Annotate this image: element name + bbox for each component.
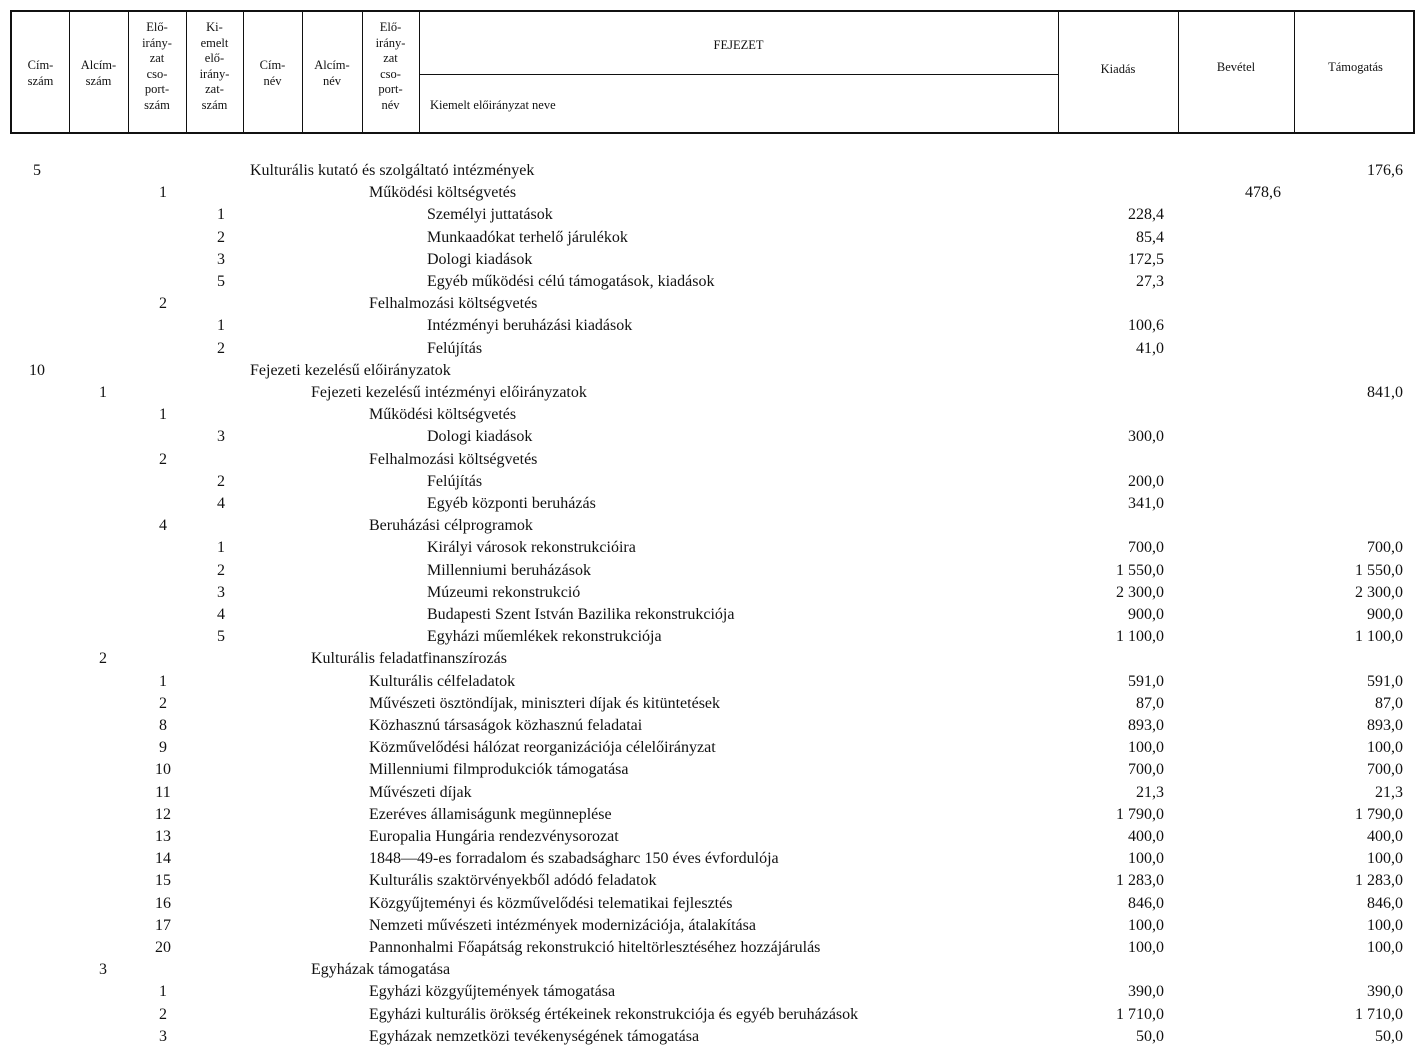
kiadas-value: 1 710,0 bbox=[1116, 1005, 1164, 1023]
row-name: Kulturális kutató és szolgáltató intézmények bbox=[250, 162, 535, 179]
table-row bbox=[0, 227, 1420, 249]
row-name: Nemzeti művészeti intézmények modernizációja, átalakítása bbox=[369, 916, 756, 934]
row-code: 3 bbox=[217, 250, 225, 268]
row-name: Pannonhalmi Főapátság rekonstrukció hiteltörlesztéséhez hozzájárulás bbox=[369, 939, 821, 956]
bevetel-value: 478,6 bbox=[1245, 184, 1281, 202]
row-code: 16 bbox=[155, 894, 171, 912]
kiadas-value: 100,6 bbox=[1128, 317, 1164, 335]
table-row bbox=[0, 204, 1420, 226]
table-row bbox=[0, 693, 1420, 715]
row-code: 12 bbox=[155, 805, 171, 823]
table-row bbox=[0, 360, 1420, 382]
header-eloiranyzat-csoport-nev: Elő- irány- zat cso- port- név bbox=[375, 20, 406, 112]
row-code: 1 bbox=[159, 184, 167, 202]
row-code: 1 bbox=[159, 983, 167, 1001]
kiadas-value: 300,0 bbox=[1128, 428, 1164, 446]
row-name: Egyéb központi beruházás bbox=[427, 495, 596, 512]
tamogatas-value: 100,0 bbox=[1367, 916, 1403, 934]
kiadas-value: 50,0 bbox=[1136, 1027, 1164, 1045]
table-row bbox=[0, 981, 1420, 1003]
row-code: 1 bbox=[159, 406, 167, 424]
table-row bbox=[0, 893, 1420, 915]
kiadas-value: 27,3 bbox=[1136, 273, 1164, 290]
kiadas-value: 200,0 bbox=[1128, 472, 1164, 490]
row-name: Felújítás bbox=[427, 339, 483, 357]
row-name: Egyházak nemzetközi tevékenységének támogatása bbox=[369, 1027, 700, 1045]
kiadas-value: 1 790,0 bbox=[1116, 805, 1164, 823]
row-name: Fejezeti kezelésű intézményi előirányzatok bbox=[311, 384, 587, 401]
row-name: Működési költségvetés bbox=[369, 406, 517, 424]
table-row bbox=[0, 715, 1420, 737]
row-name: Királyi városok rekonstrukcióira bbox=[427, 539, 636, 557]
row-name: Fejezeti kezelésű előirányzatok bbox=[250, 361, 451, 379]
tamogatas-value: 390,0 bbox=[1367, 983, 1403, 1001]
kiadas-value: 591,0 bbox=[1128, 672, 1164, 690]
row-name: Millenniumi beruházások bbox=[427, 561, 591, 579]
kiadas-value: 85,4 bbox=[1136, 228, 1164, 246]
row-name: Művészeti díjak bbox=[369, 783, 472, 801]
tamogatas-value: 1 550,0 bbox=[1355, 561, 1403, 579]
row-code: 1 bbox=[99, 384, 107, 401]
tamogatas-value: 50,0 bbox=[1375, 1027, 1403, 1045]
row-name: Művészeti ösztöndíjak, miniszteri díjak és kitüntetések bbox=[369, 694, 721, 712]
row-name: Ezeréves államiságunk megünneplése bbox=[369, 805, 612, 823]
kiadas-value: 100,0 bbox=[1128, 916, 1164, 934]
row-code: 5 bbox=[217, 273, 225, 290]
header-eloiranyzat-csoport-szam: Elő- irány- zat cso- port- szám bbox=[142, 20, 172, 112]
row-code: 2 bbox=[159, 694, 167, 712]
row-code: 20 bbox=[155, 939, 171, 956]
kiadas-value: 100,0 bbox=[1128, 939, 1164, 956]
tamogatas-value: 1 790,0 bbox=[1355, 805, 1403, 823]
row-code: 1 bbox=[217, 539, 225, 557]
kiadas-value: 228,4 bbox=[1128, 206, 1164, 224]
row-name: Egyházi műemlékek rekonstrukciója bbox=[427, 628, 662, 646]
row-code: 4 bbox=[217, 495, 225, 512]
header-cim-szam: Cím- szám bbox=[27, 58, 54, 88]
row-name: Beruházási célprogramok bbox=[369, 517, 533, 535]
table-header bbox=[10, 10, 1415, 134]
row-code: 2 bbox=[217, 339, 225, 357]
row-code: 15 bbox=[155, 872, 171, 890]
row-code: 3 bbox=[217, 428, 225, 446]
table-row bbox=[0, 826, 1420, 848]
row-name: Felhalmozási költségvetés bbox=[369, 450, 538, 468]
tamogatas-value: 100,0 bbox=[1367, 939, 1403, 956]
row-code: 3 bbox=[99, 961, 107, 979]
tamogatas-value: 893,0 bbox=[1367, 717, 1403, 734]
row-name: Közművelődési hálózat reorganizációja célelőirányzat bbox=[369, 739, 716, 757]
table-row bbox=[0, 1026, 1420, 1048]
row-name: Kulturális szaktörvényekből adódó feladatok bbox=[369, 872, 657, 890]
row-name: Kulturális feladatfinanszírozás bbox=[311, 650, 507, 668]
tamogatas-value: 591,0 bbox=[1367, 672, 1403, 690]
kiadas-value: 87,0 bbox=[1136, 694, 1164, 712]
row-name: Dologi kiadások bbox=[427, 250, 533, 268]
row-name: Közhasznú társaságok közhasznú feladatai bbox=[369, 717, 643, 734]
tamogatas-value: 87,0 bbox=[1375, 694, 1403, 712]
row-code: 4 bbox=[217, 606, 225, 623]
table-row bbox=[0, 648, 1420, 670]
row-code: 2 bbox=[217, 561, 225, 579]
row-code: 8 bbox=[159, 717, 167, 734]
kiadas-value: 1 550,0 bbox=[1116, 561, 1164, 579]
row-code: 2 bbox=[217, 228, 225, 246]
header-fejezet: FEJEZET bbox=[713, 38, 764, 52]
row-name: Egyházi közgyűjtemények támogatása bbox=[369, 983, 616, 1001]
table-row bbox=[0, 182, 1420, 204]
table-row bbox=[0, 582, 1420, 604]
tamogatas-value: 400,0 bbox=[1367, 828, 1403, 845]
row-code: 13 bbox=[155, 828, 171, 845]
kiadas-value: 900,0 bbox=[1128, 606, 1164, 623]
fejezet-divider bbox=[419, 74, 1058, 75]
header-alcim-nev: Alcím- név bbox=[314, 58, 350, 88]
row-code: 2 bbox=[159, 450, 167, 468]
table-row bbox=[0, 315, 1420, 337]
kiadas-value: 700,0 bbox=[1128, 761, 1164, 779]
row-code: 3 bbox=[159, 1027, 167, 1045]
row-name: Egyházak támogatása bbox=[311, 961, 451, 979]
row-code: 9 bbox=[159, 739, 167, 757]
table-row bbox=[0, 804, 1420, 826]
table-row bbox=[0, 848, 1420, 870]
table-row bbox=[0, 449, 1420, 471]
tamogatas-value: 846,0 bbox=[1367, 894, 1403, 912]
row-code: 5 bbox=[33, 162, 41, 179]
table-row bbox=[0, 249, 1420, 271]
tamogatas-value: 21,3 bbox=[1375, 783, 1403, 801]
table-row bbox=[0, 759, 1420, 781]
row-code: 11 bbox=[155, 783, 171, 801]
kiadas-value: 341,0 bbox=[1128, 495, 1164, 512]
row-code: 14 bbox=[155, 850, 171, 868]
table-row bbox=[0, 604, 1420, 626]
tamogatas-value: 2 300,0 bbox=[1355, 583, 1403, 601]
column-divider bbox=[419, 12, 420, 132]
table-row bbox=[0, 1004, 1420, 1026]
row-code: 10 bbox=[155, 761, 171, 779]
row-name: Egyházi kulturális örökség értékeinek rekonstrukciója és egyéb beruházások bbox=[369, 1005, 859, 1023]
kiadas-value: 41,0 bbox=[1136, 339, 1164, 357]
row-code: 4 bbox=[159, 517, 167, 535]
table-row bbox=[0, 338, 1420, 360]
row-name: Működési költségvetés bbox=[369, 184, 517, 202]
row-code: 2 bbox=[159, 295, 167, 313]
tamogatas-value: 1 710,0 bbox=[1355, 1005, 1403, 1023]
kiadas-value: 700,0 bbox=[1128, 539, 1164, 557]
table-row bbox=[0, 959, 1420, 981]
kiadas-value: 2 300,0 bbox=[1116, 583, 1164, 601]
row-code: 3 bbox=[217, 583, 225, 601]
row-name: Kulturális célfeladatok bbox=[369, 672, 516, 690]
row-name: Dologi kiadások bbox=[427, 428, 533, 446]
header-bevetel: Bevétel bbox=[1216, 60, 1256, 74]
table-row bbox=[0, 537, 1420, 559]
kiadas-value: 1 100,0 bbox=[1116, 628, 1164, 646]
row-code: 1 bbox=[217, 317, 225, 335]
tamogatas-value: 900,0 bbox=[1367, 606, 1403, 623]
tamogatas-value: 700,0 bbox=[1367, 761, 1403, 779]
row-name: Egyéb működési célú támogatások, kiadások bbox=[427, 273, 715, 290]
table-row bbox=[0, 426, 1420, 448]
header-alcim-szam: Alcím- szám bbox=[80, 58, 117, 88]
table-row bbox=[0, 515, 1420, 537]
row-name: Europalia Hungária rendezvénysorozat bbox=[369, 828, 619, 845]
kiadas-value: 390,0 bbox=[1128, 983, 1164, 1001]
row-name: Felhalmozási költségvetés bbox=[369, 295, 538, 313]
header-kiemelt-eloiranyzat-neve: Kiemelt előirányzat neve bbox=[430, 98, 556, 112]
table-row bbox=[0, 471, 1420, 493]
tamogatas-value: 176,6 bbox=[1367, 162, 1403, 179]
kiadas-value: 172,5 bbox=[1128, 250, 1164, 268]
table-row bbox=[0, 271, 1420, 293]
table-row bbox=[0, 782, 1420, 804]
header-cim-nev: Cím- név bbox=[259, 58, 286, 88]
row-code: 1 bbox=[159, 672, 167, 690]
kiadas-value: 100,0 bbox=[1128, 739, 1164, 757]
row-name: Személyi juttatások bbox=[427, 206, 553, 224]
row-name: Munkaadókat terhelő járulékok bbox=[427, 228, 628, 246]
row-code: 10 bbox=[29, 361, 45, 379]
table-row bbox=[0, 671, 1420, 693]
kiadas-value: 100,0 bbox=[1128, 850, 1164, 868]
kiadas-value: 400,0 bbox=[1128, 828, 1164, 845]
header-kiemelt-eloiranyzat-szam: Ki- emelt elő- irány- zat- szám bbox=[199, 20, 230, 112]
kiadas-value: 1 283,0 bbox=[1116, 872, 1164, 890]
table-row bbox=[0, 493, 1420, 515]
row-name: Budapesti Szent István Bazilika rekonstrukciója bbox=[427, 606, 735, 623]
kiadas-value: 846,0 bbox=[1128, 894, 1164, 912]
table-row bbox=[0, 915, 1420, 937]
table-row bbox=[0, 293, 1420, 315]
tamogatas-value: 100,0 bbox=[1367, 739, 1403, 757]
row-name: Millenniumi filmprodukciók támogatása bbox=[369, 761, 629, 779]
table-row bbox=[0, 382, 1420, 404]
row-name: Közgyűjteményi és közművelődési telematikai fejlesztés bbox=[369, 894, 733, 912]
row-name: Felújítás bbox=[427, 472, 483, 490]
table-row bbox=[0, 870, 1420, 892]
row-code: 1 bbox=[217, 206, 225, 224]
header-kiadas: Kiadás bbox=[1100, 62, 1136, 76]
tamogatas-value: 100,0 bbox=[1367, 850, 1403, 868]
kiadas-value: 893,0 bbox=[1128, 717, 1164, 734]
kiadas-value: 21,3 bbox=[1136, 783, 1164, 801]
row-name: Intézményi beruházási kiadások bbox=[427, 317, 633, 335]
header-tamogatas: Támogatás bbox=[1328, 60, 1383, 74]
tamogatas-value: 841,0 bbox=[1367, 384, 1403, 401]
table-row bbox=[0, 160, 1420, 182]
table-row bbox=[0, 626, 1420, 648]
row-name: Múzeumi rekonstrukció bbox=[427, 583, 581, 601]
row-code: 2 bbox=[217, 472, 225, 490]
table-row bbox=[0, 404, 1420, 426]
table-row bbox=[0, 737, 1420, 759]
row-code: 2 bbox=[99, 650, 107, 668]
tamogatas-value: 1 283,0 bbox=[1355, 872, 1403, 890]
table-row bbox=[0, 937, 1420, 959]
row-code: 5 bbox=[217, 628, 225, 646]
tamogatas-value: 700,0 bbox=[1367, 539, 1403, 557]
row-code: 2 bbox=[159, 1005, 167, 1023]
row-name: 1848—49-es forradalom és szabadságharc 150 éves évfordulója bbox=[369, 850, 779, 868]
table-row bbox=[0, 560, 1420, 582]
row-code: 17 bbox=[155, 916, 171, 934]
tamogatas-value: 1 100,0 bbox=[1355, 628, 1403, 646]
